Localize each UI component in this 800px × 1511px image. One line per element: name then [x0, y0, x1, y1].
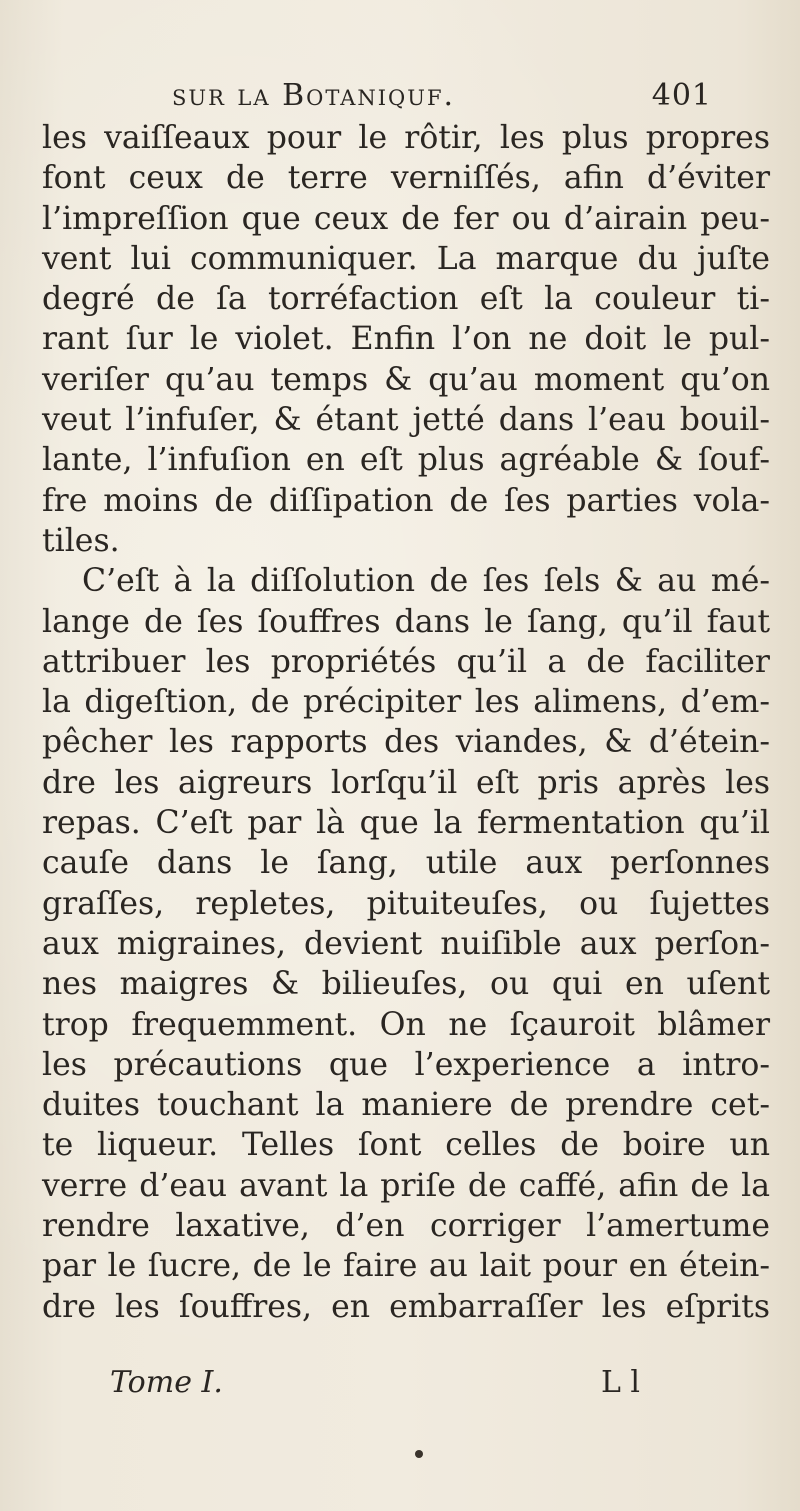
text-line: rant ſur le violet. Enfin l’on ne doit le pul- [42, 321, 770, 358]
text-line: attribuer les propriétés qu’il a de faciliter [42, 643, 770, 680]
text-line: graſſes, repletes, pituiteuſes, ou ſujettes [42, 885, 770, 922]
text-line: la digeſtion, de précipiter les alimens, d’em- [42, 684, 770, 721]
paragraph-1 [42, 118, 770, 561]
page-header [172, 78, 712, 118]
text-line: les précautions que l’experience a intro- [42, 1046, 770, 1083]
signature-mark: L l [600, 1365, 640, 1400]
text-line: pêcher les rapports des viandes, & d’étein- [42, 724, 770, 761]
text-line: repas. C’eſt par là que la fermentation qu’il [42, 805, 770, 842]
text-line: font ceux de terre verniſſés, afin d’éviter [42, 160, 770, 197]
text-line: degré de ſa torréfaction eſt la couleur ti- [42, 281, 770, 318]
text-line: dre les aigreurs lorſqu’il eſt pris après les [42, 764, 770, 801]
body-text [42, 118, 770, 1327]
text-line: te liqueur. Telles ſont celles de boire un [42, 1127, 770, 1164]
paragraph-2 [42, 561, 770, 1327]
text-line: les vaiſſeaux pour le rôtir, les plus propres [42, 120, 770, 156]
text-line: cauſe dans le ſang, utile aux perſonnes [42, 845, 770, 882]
running-title: sur la Botaniquf. [172, 78, 456, 113]
text-line: par le ſucre, de le faire au lait pour en étein- [42, 1248, 770, 1285]
ink-speck [415, 1450, 423, 1458]
text-line: rendre laxative, d’en corriger l’amertume [42, 1208, 770, 1245]
text-line: trop frequemment. On ne ſçauroit blâmer [42, 1006, 770, 1043]
text-line: nes maigres & bilieuſes, ou qui en uſent [42, 966, 770, 1003]
text-line: aux migraines, devient nuiſible aux perſon- [42, 925, 770, 962]
text-line: verre d’eau avant la priſe de caffé, afin de la [42, 1167, 770, 1204]
text-line: dre les ſouffres, en embarraſſer les eſprits [42, 1288, 770, 1325]
page-footer [110, 1365, 640, 1405]
text-line: vent lui communiquer. La marque du juſte [42, 240, 770, 277]
page-number: 401 [651, 78, 712, 113]
text-line: veut l’infuſer, & étant jetté dans l’eau bouil- [42, 402, 770, 439]
volume-mark: Tome I. [110, 1365, 223, 1400]
text-line: fre moins de diſſipation de ſes parties vola- [42, 482, 770, 519]
text-line: duites touchant la maniere de prendre cet- [42, 1087, 770, 1124]
text-line: C’eſt à la diſſolution de ſes ſels & au mé- [82, 563, 770, 600]
text-line: l’impreſſion que ceux de fer ou d’airain peu- [42, 200, 770, 237]
text-line: veriſer qu’au temps & qu’au moment qu’on [42, 361, 770, 398]
text-line: tiles. [42, 522, 120, 559]
text-line: lante, l’infuſion en eſt plus agréable & ſouf- [42, 442, 770, 479]
text-line: lange de ſes ſouffres dans le ſang, qu’il faut [42, 603, 770, 640]
